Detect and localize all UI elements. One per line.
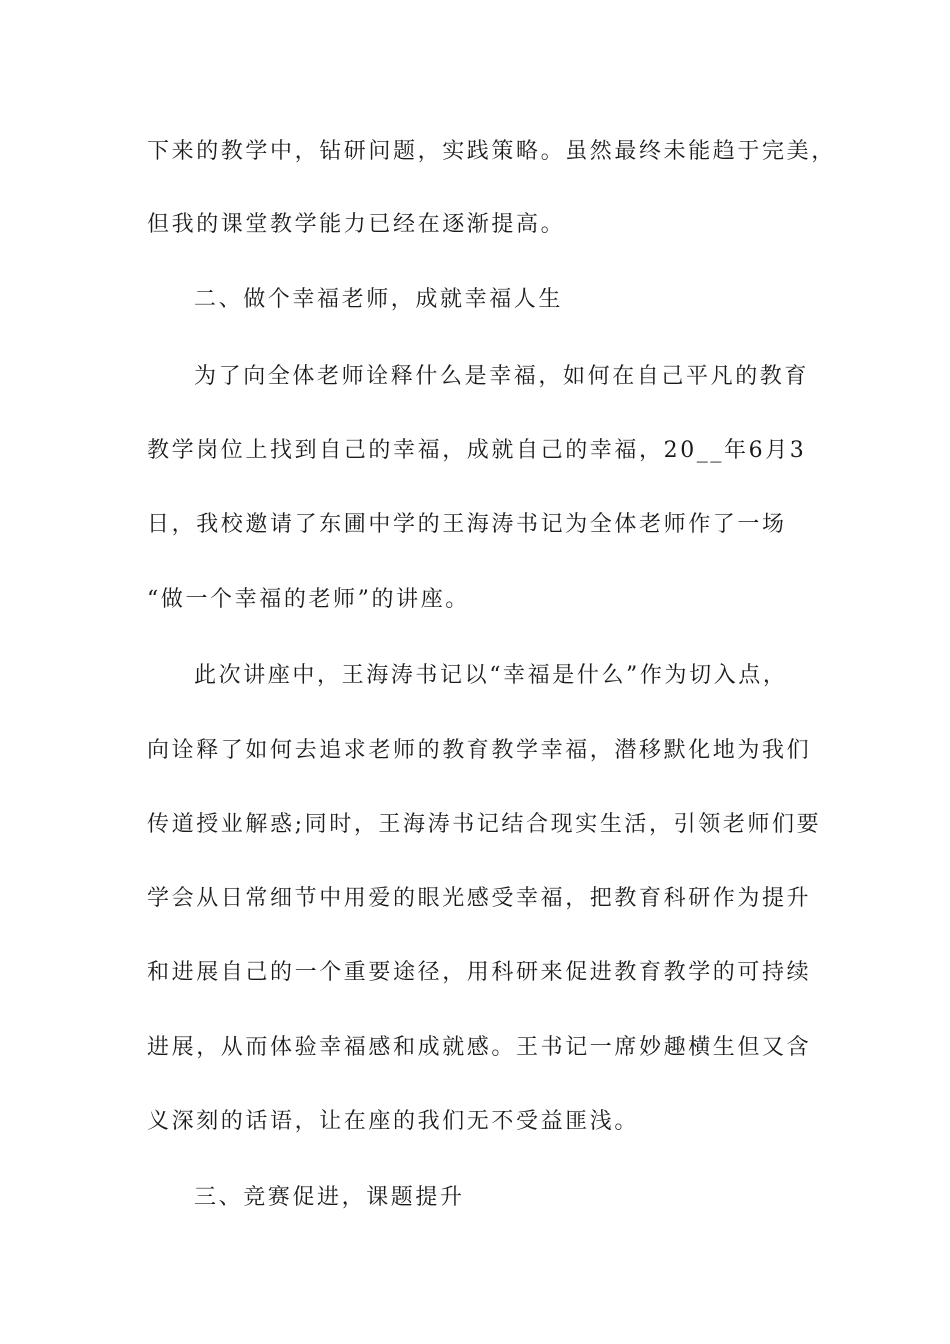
paragraph-line: 为了向全体老师诠释什么是幸福，如何在自己平凡的教育 — [194, 364, 810, 389]
paragraph-line: 下来的教学中，钻研问题，实践策略。虽然最终未能趋于完美， — [147, 139, 836, 164]
paragraph-line: 和进展自己的一个重要途径，用科研来促进教育教学的可持续 — [147, 960, 812, 985]
section-heading: 三、竞赛促进，课题提升 — [194, 1185, 465, 1210]
paragraph-line: 但我的课堂教学能力已经在逐渐提高。 — [147, 212, 566, 237]
paragraph-line: 向诠释了如何去追求老师的教育教学幸福，潜移默化地为我们 — [147, 738, 812, 763]
paragraph-line: 教学岗位上找到自己的幸福，成就自己的幸福，20__年6月3 — [147, 438, 807, 463]
paragraph-line: 进展，从而体验幸福感和成就感。王书记一席妙趣横生但又含 — [147, 1035, 812, 1060]
paragraph-line: 日，我校邀请了东圃中学的王海涛书记为全体老师作了一场 — [147, 512, 787, 537]
paragraph-line: 此次讲座中，王海涛书记以“幸福是什么”作为切入点， — [194, 663, 788, 688]
paragraph-line: 学会从日常细节中用爱的眼光感受幸福，把教育科研作为提升 — [147, 886, 812, 911]
paragraph-line: 义深刻的话语，让在座的我们无不受益匪浅。 — [147, 1109, 640, 1134]
section-heading: 二、做个幸福老师，成就幸福人生 — [194, 287, 564, 312]
paragraph-line: 传道授业解惑;同时，王海涛书记结合现实生活，引领老师们要 — [147, 812, 822, 837]
paragraph-line: “做一个幸福的老师”的讲座。 — [147, 587, 470, 612]
